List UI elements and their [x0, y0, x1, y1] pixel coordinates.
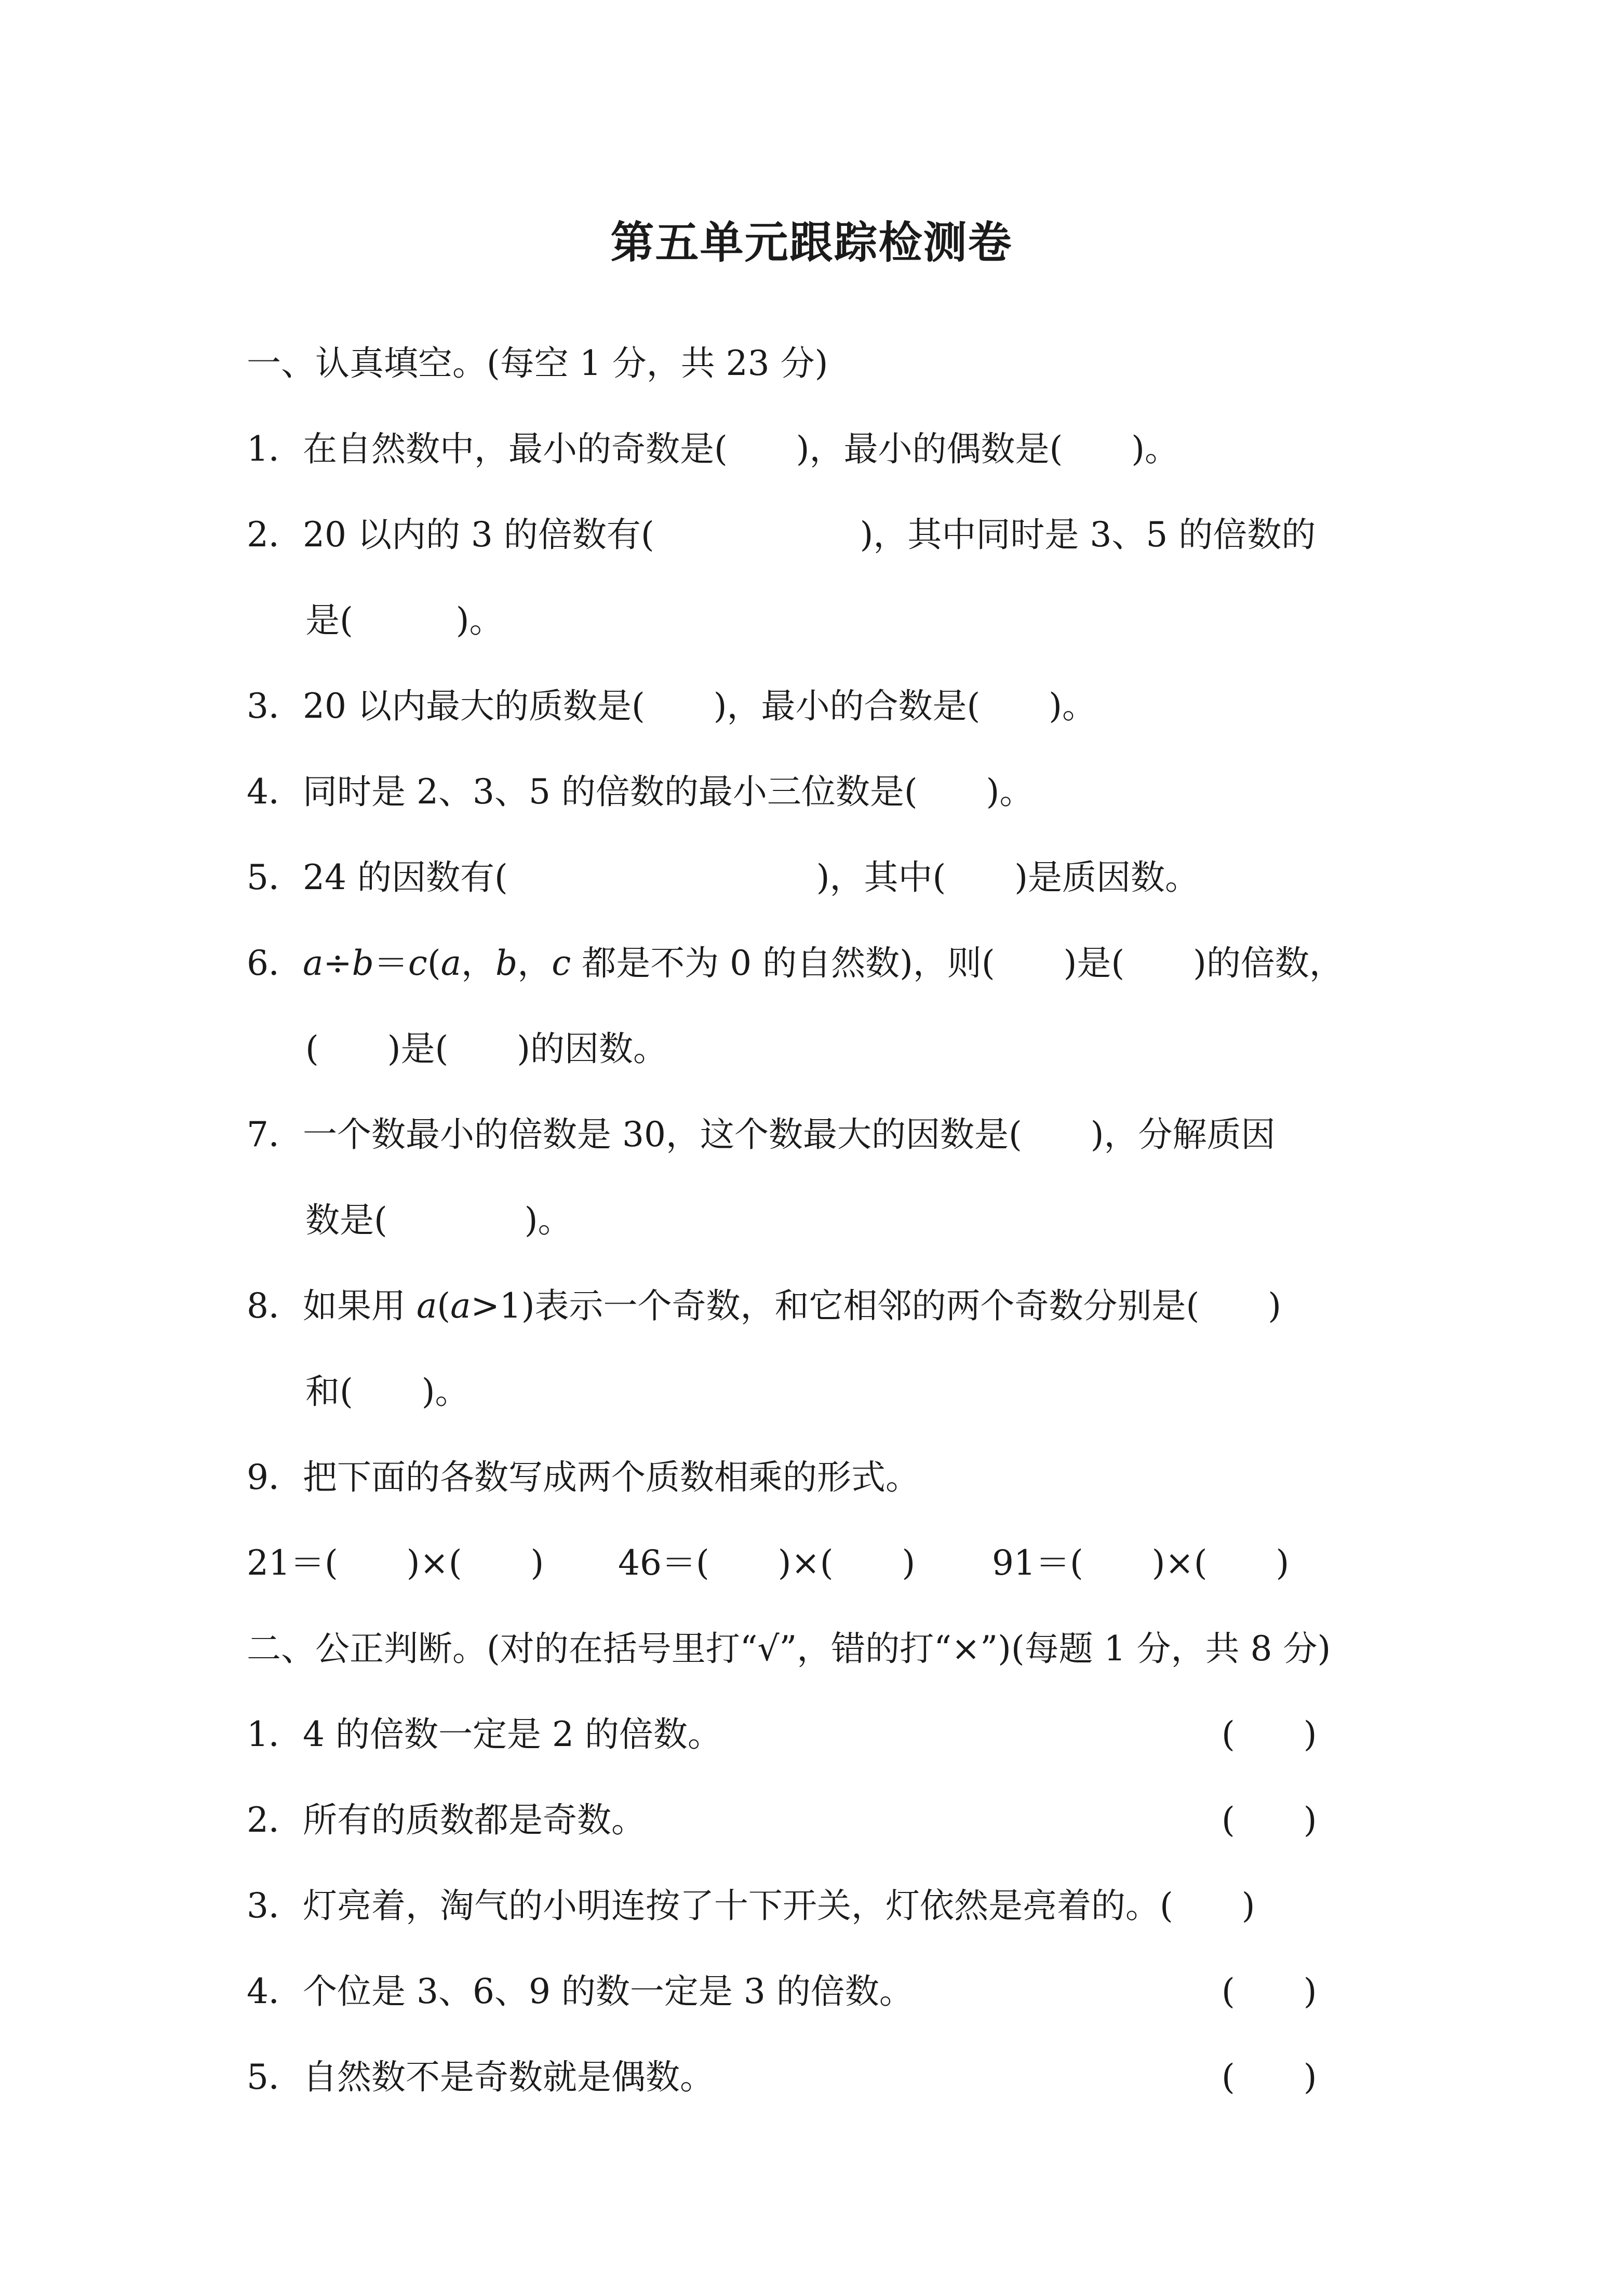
question-1-6-continued: ( )是( )的因数。: [305, 1029, 667, 1069]
question-1-5: 5．24 的因数有( )，其中( )是质因数。: [247, 857, 1199, 897]
q9-item-46: 46＝( )×( ): [618, 1543, 916, 1583]
q6-comma-1: ，: [461, 943, 495, 983]
q6-comma-2: ，: [517, 943, 552, 983]
q6-var-b: b: [352, 943, 374, 983]
judgement-1-answer-blank: ( ): [1222, 1714, 1317, 1754]
question-1-3: 3．20 以内最大的质数是( )，最小的合数是( )。: [247, 686, 1096, 726]
judgement-4: 4．个位是 3、6、9 的数一定是 3 的倍数。: [247, 1971, 914, 2011]
question-1-2: 2．20 以内的 3 的倍数有( )，其中同时是 3、5 的倍数的: [247, 515, 1316, 555]
q6-paren: (: [427, 943, 441, 983]
q6-var-c: c: [408, 943, 427, 983]
page-title: 第五单元跟踪检测卷: [610, 217, 1013, 268]
q6-var-c-2: c: [552, 943, 571, 983]
q6-var-b-2: b: [495, 943, 518, 983]
question-1-8-continued: 和( )。: [305, 1372, 470, 1412]
judgement-1: 1．4 的倍数一定是 2 的倍数。: [247, 1714, 722, 1754]
q9-item-21: 21＝( )×( ): [247, 1543, 544, 1583]
q6-var-a: a: [303, 943, 324, 983]
q6-equals: ＝: [373, 943, 408, 983]
q6-rest: 都是不为 0 的自然数)，则( )是( )的倍数，: [571, 943, 1344, 983]
question-1-2-continued: 是( )。: [305, 600, 504, 640]
judgement-5: 5．自然数不是奇数就是偶数。: [247, 2057, 714, 2097]
judgement-2-answer-blank: ( ): [1222, 1800, 1317, 1840]
question-1-7: 7．一个数最小的倍数是 30，这个数最大的因数是( )，分解质因: [247, 1115, 1276, 1154]
judgement-3: 3．灯亮着，淘气的小明连按了十下开关，灯依然是亮着的。( ): [247, 1886, 1255, 1926]
question-1-7-continued: 数是( )。: [305, 1200, 572, 1240]
q8-paren: (: [437, 1286, 451, 1326]
judgement-2: 2．所有的质数都是奇数。: [247, 1800, 646, 1840]
section-1-heading: 一、认真填空。(每空 1 分，共 23 分): [247, 343, 828, 383]
judgement-4-answer-blank: ( ): [1222, 1971, 1317, 2011]
section-2-heading: 二、公正判断。(对的在括号里打“√”，错的打“×”)(每题 1 分，共 8 分): [247, 1629, 1331, 1669]
q6-var-a-2: a: [440, 943, 461, 983]
question-1-6: [247, 940, 1344, 987]
q9-item-91: 91＝( )×( ): [992, 1543, 1290, 1583]
q8-var-a: a: [416, 1286, 437, 1326]
question-1-9: 9．把下面的各数写成两个质数相乘的形式。: [247, 1457, 920, 1497]
question-1-1: 1．在自然数中，最小的奇数是( )，最小的偶数是( )。: [247, 429, 1179, 469]
q6-divide: ÷: [323, 943, 352, 983]
q8-rest: >1)表示一个奇数，和它相邻的两个奇数分别是( ): [471, 1286, 1281, 1326]
q8-var-a-2: a: [450, 1286, 471, 1326]
q6-number: 6．: [247, 943, 303, 983]
judgement-5-answer-blank: ( ): [1222, 2057, 1317, 2097]
question-1-8: [247, 1283, 1281, 1330]
question-1-4: 4．同时是 2、3、5 的倍数的最小三位数是( )。: [247, 772, 1034, 812]
q8-prefix: 8．如果用: [247, 1286, 417, 1326]
